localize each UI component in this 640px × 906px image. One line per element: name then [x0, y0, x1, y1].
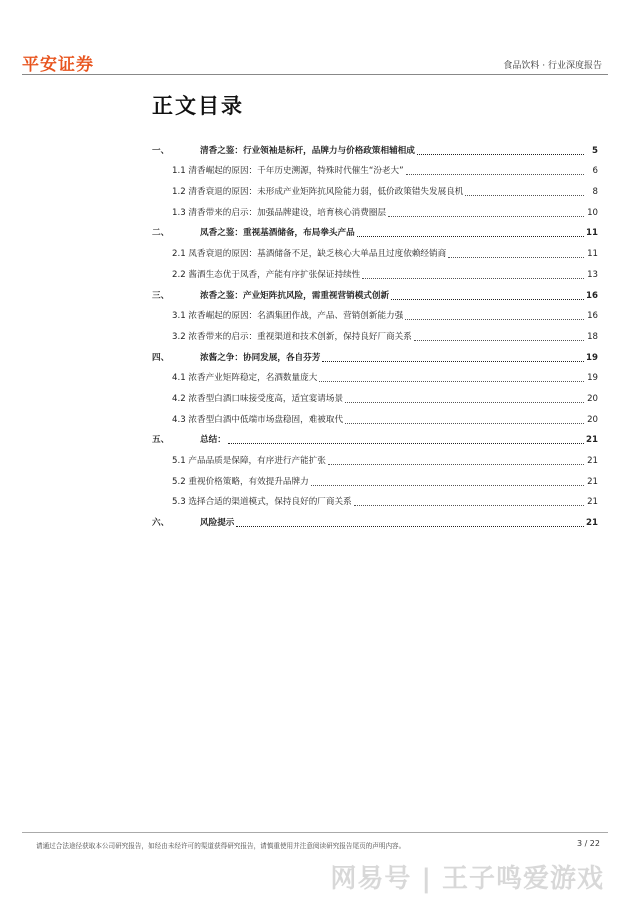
- toc-leader-dots: [345, 393, 584, 403]
- toc-entry-title: 5.1 产品品质是保障，有序进行产能扩张: [172, 456, 326, 466]
- toc-entry[interactable]: [152, 260, 598, 281]
- toc-leader-dots: [322, 352, 584, 362]
- toc-entry[interactable]: [152, 157, 598, 178]
- toc-entry-page: 8: [592, 187, 598, 198]
- toc-leader-dots: [362, 269, 584, 279]
- toc-entry-title: 5.2 重视价格策略，有效提升品牌力: [172, 476, 309, 487]
- toc-entry-page: 19: [586, 352, 598, 363]
- toc-entry[interactable]: [152, 364, 598, 385]
- toc-entry-page: 18: [587, 331, 598, 342]
- toc-leader-dots: [228, 434, 584, 444]
- toc-entry[interactable]: [152, 136, 598, 157]
- toc-entry[interactable]: [152, 426, 598, 447]
- toc-leader-dots: [417, 145, 584, 155]
- toc-entry[interactable]: [152, 488, 598, 509]
- toc-entry-title: 清香之鉴：行业领袖是标杆，品牌力与价格政策相辅相成: [200, 145, 415, 156]
- toc-entry[interactable]: [152, 405, 598, 426]
- toc-entry-number: 二、: [152, 228, 170, 239]
- toc-entry-number: 一、: [152, 145, 170, 156]
- toc-leader-dots: [406, 165, 584, 175]
- toc-leader-dots: [465, 186, 584, 196]
- toc-entry-title: 1.3 清香带来的启示：加强品牌建设，培育核心消费圈层: [172, 207, 387, 218]
- toc-entry-title: 浓香之鉴：产业矩阵抗风险，需重视营销模式创新: [200, 290, 390, 301]
- toc-entry-page: 5: [592, 145, 598, 156]
- toc-leader-dots: [236, 517, 584, 527]
- toc-entry[interactable]: [152, 281, 598, 302]
- toc-entry-title: 5.3 选择合适的渠道模式，保持良好的厂商关系: [172, 497, 352, 508]
- watermark: 网易号 | 王子鸣爱游戏: [330, 864, 604, 894]
- toc-entry[interactable]: [152, 177, 598, 198]
- table-of-contents: [152, 136, 598, 529]
- toc-entry-page: 21: [586, 435, 598, 446]
- toc-entry-page: 16: [587, 311, 598, 322]
- toc-entry-page: 19: [587, 373, 598, 384]
- toc-entry-page: 20: [587, 414, 598, 425]
- toc-entry[interactable]: [152, 384, 598, 405]
- toc-leader-dots: [414, 331, 584, 341]
- toc-entry-page: 20: [587, 393, 598, 404]
- toc-entry-title: 3.1 浓香崛起的原因：名酒集团作战，产品、营销创新能力强: [172, 311, 404, 322]
- toc-entry[interactable]: [152, 219, 598, 240]
- footer-disclaimer: 请通过合法途径获取本公司研究报告，如经由未经许可的渠道获得研究报告，请慎重使用并注意阅读研究报告尾页的声明内容。: [36, 842, 406, 850]
- toc-entry-title: 1.2 清香衰退的原因：未形成产业矩阵抗风险能力弱，低价政策错失发展良机: [172, 187, 464, 198]
- toc-leader-dots: [357, 227, 584, 237]
- toc-entry-title: 1.1 清香崛起的原因：千年历史溯源，特殊时代催生“汾老大”: [172, 166, 404, 177]
- toc-entry-number: 三、: [152, 290, 170, 301]
- toc-entry-page: 11: [587, 249, 598, 260]
- toc-leader-dots: [388, 207, 584, 217]
- report-category: 食品饮料 · 行业深度报告: [503, 61, 602, 71]
- toc-entry-title: 凤香之鉴：重视基酒储备，布局拳头产品: [200, 228, 355, 239]
- toc-leader-dots: [448, 248, 584, 258]
- toc-entry[interactable]: [152, 467, 598, 488]
- toc-entry-title: 4.3 浓香型白酒中低端市场盘稳固，难被取代: [172, 414, 344, 425]
- toc-entry[interactable]: [152, 508, 598, 529]
- header-divider: [22, 74, 608, 75]
- toc-entry[interactable]: [152, 302, 598, 323]
- page-title: 正文目录: [152, 94, 244, 118]
- toc-entry-title: 3.2 浓香带来的启示：重视渠道和技术创新，保持良好厂商关系: [172, 331, 412, 342]
- toc-entry-page: 21: [587, 497, 598, 508]
- page-number: 3 / 22: [576, 839, 600, 848]
- company-logo: 平安证券: [22, 55, 94, 75]
- toc-entry[interactable]: [152, 239, 598, 260]
- toc-entry-title: 2.2 酱酒生态优于凤香，产能有序扩张保证持续性: [172, 269, 361, 280]
- toc-entry-page: 16: [586, 290, 598, 301]
- toc-entry-title: 浓酱之争：协同发展，各自芬芳: [200, 352, 321, 363]
- toc-entry-page: 21: [587, 456, 598, 466]
- toc-leader-dots: [328, 455, 584, 465]
- toc-entry-title: 总结：: [200, 435, 226, 446]
- toc-entry[interactable]: [152, 198, 598, 219]
- toc-entry-title: 4.2 浓香型白酒口味接受度高，适宜宴请场景: [172, 393, 344, 404]
- footer-divider: [22, 832, 608, 833]
- toc-entry-title: 4.1 浓香产业矩阵稳定，名酒数量庞大: [172, 373, 318, 384]
- toc-entry[interactable]: [152, 322, 598, 343]
- toc-entry-page: 6: [592, 166, 598, 177]
- toc-entry-title: 风险提示: [200, 518, 235, 529]
- toc-entry-page: 11: [586, 228, 598, 239]
- toc-leader-dots: [391, 290, 584, 300]
- toc-entry-title: 2.1 凤香衰退的原因：基酒储备不足，缺乏核心大单品且过度依赖经销商: [172, 249, 447, 260]
- toc-leader-dots: [319, 372, 584, 382]
- toc-entry-page: 21: [586, 518, 598, 529]
- toc-entry[interactable]: [152, 343, 598, 364]
- toc-entry[interactable]: [152, 446, 598, 467]
- toc-entry-number: 四、: [152, 352, 170, 363]
- toc-entry-page: 13: [587, 269, 598, 280]
- toc-entry-page: 10: [587, 207, 598, 218]
- toc-entry-number: 六、: [152, 518, 170, 529]
- toc-leader-dots: [405, 310, 584, 320]
- toc-leader-dots: [311, 476, 584, 486]
- toc-leader-dots: [345, 414, 584, 424]
- toc-leader-dots: [354, 496, 584, 506]
- toc-entry-number: 五、: [152, 435, 170, 446]
- toc-entry-page: 21: [587, 476, 598, 487]
